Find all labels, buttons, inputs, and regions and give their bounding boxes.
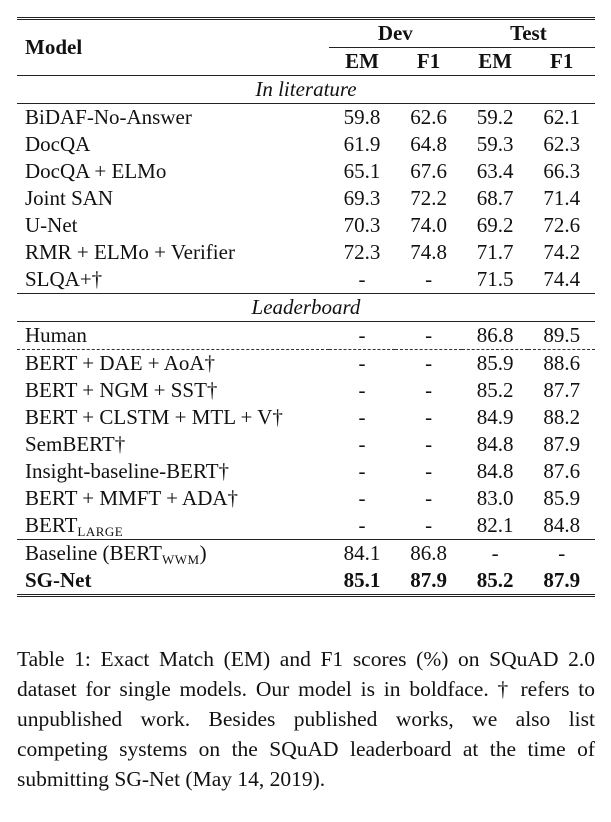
dev-em: - (358, 405, 366, 429)
dev-f1: 64.8 (410, 132, 447, 156)
dev-em: - (358, 378, 366, 402)
model-name: Joint SAN (25, 186, 114, 210)
test-f1: 71.4 (543, 186, 581, 210)
model-name: DocQA + ELMo (25, 159, 167, 183)
dev-em: - (358, 267, 366, 291)
our-model-row (17, 567, 595, 596)
dev-em: 70.3 (343, 213, 381, 237)
model-name-subscript: LARGE (77, 524, 124, 539)
test-em: 59.3 (476, 132, 514, 156)
model-name: SemBERT† (25, 432, 126, 456)
dev-f1: - (425, 378, 433, 402)
dev-f1: - (425, 486, 433, 510)
dev-f1: - (425, 459, 433, 483)
test-f1: 88.2 (543, 405, 581, 429)
test-f1: 87.9 (528, 567, 595, 596)
model-name-close: ) (199, 541, 207, 565)
dev-f1: - (425, 405, 433, 429)
test-f1: 74.2 (543, 240, 581, 264)
paper-page (17, 0, 595, 822)
test-em: 83.0 (476, 486, 514, 510)
dev-f1: 72.2 (410, 186, 447, 210)
dev-em: - (358, 513, 366, 537)
test-f1: 84.8 (543, 513, 581, 537)
test-em: 69.2 (476, 213, 514, 237)
model-name: SLQA+† (25, 267, 103, 291)
test-f1: 87.6 (543, 459, 581, 483)
test-em: 71.7 (476, 240, 514, 264)
test-f1: 85.9 (543, 486, 581, 510)
test-em: 86.8 (476, 323, 514, 347)
model-name: U-Net (25, 213, 78, 237)
header-row-1 (17, 19, 595, 48)
test-em-header: EM (462, 48, 529, 76)
dev-em: - (358, 432, 366, 456)
dev-f1: - (425, 323, 433, 347)
model-name-main: BERT (25, 513, 78, 537)
model-header: Model (17, 19, 329, 76)
test-f1: 72.6 (543, 213, 581, 237)
dev-em: 69.3 (343, 186, 381, 210)
dev-em: 84.1 (329, 540, 396, 568)
test-em: 84.9 (476, 405, 514, 429)
table-row (17, 377, 595, 404)
model-name: BERT + DAE + AoA† (17, 350, 329, 378)
table-row (17, 185, 595, 212)
dev-f1: - (425, 432, 433, 456)
test-f1: 88.6 (528, 350, 595, 378)
test-f1: - (528, 540, 595, 568)
dev-f1: 74.8 (410, 240, 447, 264)
model-name: DocQA (25, 132, 91, 156)
test-em: 68.7 (476, 186, 514, 210)
table-row (17, 239, 595, 266)
model-name: BERT + MMFT + ADA† (25, 486, 239, 510)
table-row (17, 512, 595, 540)
dev-em: - (358, 459, 366, 483)
model-name: RMR + ELMo + Verifier (25, 240, 235, 264)
model-name: BERT + CLSTM + MTL + V† (25, 405, 283, 429)
model-name-subscript: WWM (161, 552, 200, 567)
dev-f1: 62.6 (410, 105, 447, 129)
dev-em-header: EM (329, 48, 396, 76)
test-em: 85.2 (476, 378, 514, 402)
model-name: SG-Net (17, 567, 329, 596)
dev-header: Dev (329, 19, 462, 48)
test-em: 85.2 (462, 567, 529, 596)
model-name-main: Baseline (BERT (25, 541, 162, 565)
test-em: 84.8 (476, 459, 514, 483)
table-row (17, 158, 595, 185)
dev-f1: - (395, 350, 462, 378)
section-title-literature: In literature (17, 76, 595, 104)
dev-f1-header: F1 (395, 48, 462, 76)
test-f1: 62.3 (543, 132, 581, 156)
test-em: 59.2 (476, 105, 514, 129)
dev-em: 65.1 (343, 159, 381, 183)
section-title-leaderboard: Leaderboard (17, 294, 595, 322)
test-em: 71.5 (476, 267, 514, 291)
test-em: - (462, 540, 529, 568)
human-row (17, 322, 595, 350)
dev-em: 61.9 (343, 132, 381, 156)
test-f1: 87.7 (543, 378, 581, 402)
test-f1: 89.5 (543, 323, 581, 347)
results-table (17, 17, 595, 597)
dev-f1: 87.9 (395, 567, 462, 596)
model-name: Human (25, 323, 87, 347)
table-row (17, 131, 595, 158)
table-row (17, 431, 595, 458)
test-em: 63.4 (476, 159, 514, 183)
model-name (17, 512, 329, 540)
dev-f1: - (425, 267, 433, 291)
dev-em: 85.1 (329, 567, 396, 596)
baseline-row (17, 540, 595, 568)
test-f1: 87.9 (543, 432, 581, 456)
model-name: BiDAF-No-Answer (25, 105, 192, 129)
test-f1-header: F1 (528, 48, 595, 76)
test-em: 82.1 (476, 513, 514, 537)
model-name: BERT + NGM + SST† (25, 378, 218, 402)
table-row (17, 458, 595, 485)
table-row (17, 212, 595, 239)
dev-f1: 74.0 (410, 213, 447, 237)
test-header: Test (462, 19, 595, 48)
dev-em: - (358, 486, 366, 510)
dev-em: - (358, 323, 366, 347)
test-f1: 62.1 (543, 105, 581, 129)
dev-em: 59.8 (343, 105, 381, 129)
test-f1: 74.4 (543, 267, 581, 291)
dev-em: - (329, 350, 396, 378)
table-row (17, 350, 595, 378)
table-row (17, 266, 595, 294)
test-em: 84.8 (476, 432, 514, 456)
test-em: 85.9 (462, 350, 529, 378)
model-name: Insight-baseline-BERT† (25, 459, 230, 483)
table-caption: Table 1: Exact Match (EM) and F1 scores (%) on SQuAD 2.0 dataset for single models. Our model is in boldface. † refers to unpublished work. Besides published works, we also list competing systems on the SQuAD leaderboard at the time of submitting SG-Net (May 14, 2019). (17, 646, 595, 791)
test-f1: 66.3 (543, 159, 581, 183)
table-row (17, 485, 595, 512)
section-title-row (17, 76, 595, 104)
table-row (17, 404, 595, 431)
dev-em: 72.3 (343, 240, 381, 264)
table-row (17, 104, 595, 132)
model-name (17, 540, 329, 568)
dev-f1: - (425, 513, 433, 537)
dev-f1: 86.8 (395, 540, 462, 568)
dev-f1: 67.6 (410, 159, 447, 183)
section-title-row (17, 294, 595, 322)
